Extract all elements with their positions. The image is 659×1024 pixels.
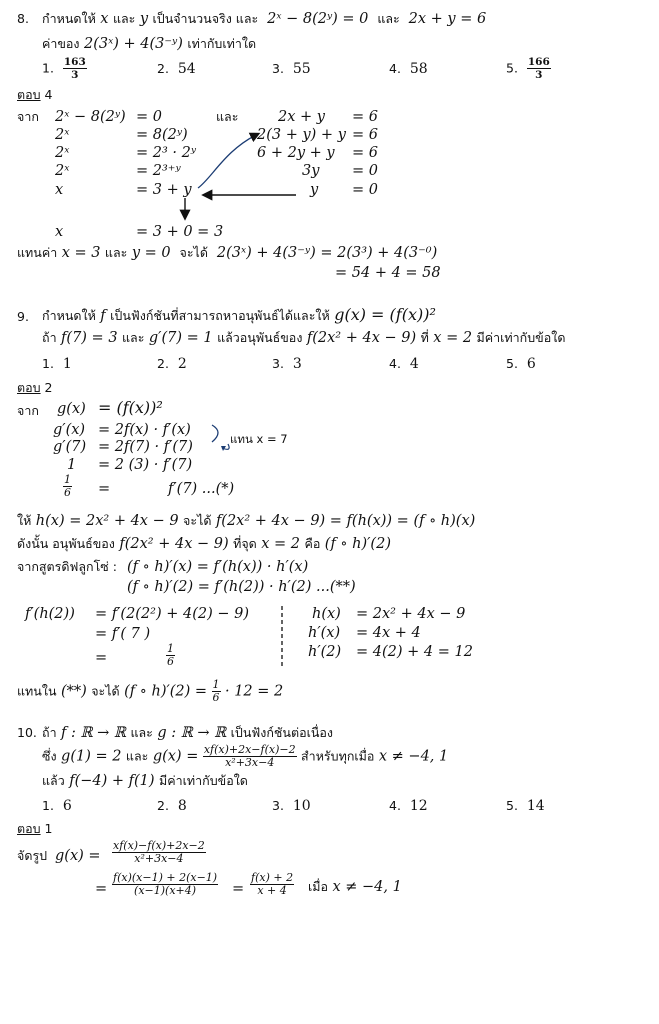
q9-calc-right-1a: h(x) [312, 606, 341, 622]
q9-row-4a: 1 [67, 457, 77, 473]
q10-rearrange-label: จัดรูป [17, 848, 48, 863]
q8-and-label: และ [216, 109, 239, 124]
q8-choice-2[interactable]: 2. 54 [157, 61, 196, 77]
q9-calc-left-2b: = f′( 7 ) [95, 626, 151, 642]
q8-right-row-5a: y [310, 182, 319, 198]
q10-choice-4[interactable]: 4. 12 [389, 798, 428, 814]
q8-right-row-5b: = 0 [352, 182, 378, 198]
q10-stem-line2: ซึ่ง g(1) = 2 และ g(x) = $\frac{xf(x)+2x-f(x)-2}{\text{x²+3x−4}}$ สำหรับทุกเมื่อ x ≠ −4, 1 [42, 743, 449, 769]
q9-substitute-note: แทน x = 7 [230, 432, 288, 446]
q10-rearrange-eq: = [95, 881, 108, 897]
q10-rearrange-cond: เมื่อ x ≠ −4, 1 [308, 879, 402, 895]
q9-choice-5[interactable]: 5. 6 [506, 356, 536, 372]
q8-right-row-4b: = 0 [352, 163, 378, 179]
q9-stem-line2: ถ้า f(7) = 3 และ g′(7) = 1 แล้วอนุพันธ์ของ f(2x² + 4x − 9) ที่ x = 2 มีค่าเท่ากับข้อใด [42, 330, 566, 346]
q9-calc-left-3-frac: $\frac{1}{6}$ [167, 642, 174, 668]
q8-left-row-3b: = 2³ · 2ʸ [136, 145, 197, 161]
q9-calc-right-2a: h′(x) [308, 625, 341, 641]
q9-choice-2[interactable]: 2. 2 [157, 356, 187, 372]
q8-choice-3[interactable]: 3. 55 [272, 61, 311, 77]
q9-let-line: ให้ h(x) = 2x² + 4x − 9 จะได้ f(2x² + 4x − 9) = f(h(x)) = (f ∘ h)(x) [17, 513, 476, 529]
q8-left-row-5b: = 3 + y [136, 182, 192, 198]
q8-number: 8. [17, 11, 29, 26]
q10-answer: ตอบ 1 [17, 821, 53, 836]
q8-right-row-1b: = 6 [352, 109, 378, 125]
q8-right-row-1a: 2x + y [278, 109, 325, 125]
q9-row-1a: g(x) [57, 401, 86, 417]
q8-left-row-4b: = 2³⁺ʸ [136, 163, 181, 179]
q9-choice-4[interactable]: 4. 4 [389, 356, 419, 372]
q8-right-row-4a: 3y [302, 163, 320, 179]
q9-calc-left-1a: f′(h(2)) [25, 606, 75, 622]
q10-choice-3[interactable]: 3. 10 [272, 798, 311, 814]
q8-stem-line1: กำหนดให้ x และ y เป็นจำนวนจริง และ 2ˣ − 8(2ʸ) = 0 และ 2x + y = 6 [42, 11, 487, 27]
q10-rearrange-g: g(x) = [55, 848, 101, 864]
q10-stem-line3: แล้ว f(−4) + f(1) มีค่าเท่ากับข้อใด [42, 773, 248, 789]
q9-row-4b: = 2 (3) · f′(7) [98, 457, 193, 473]
q10-rearrange-frac3: $\frac{f(x) + 2}{x + 4}$ [251, 871, 294, 897]
q8-substitute-line: แทนค่า x = 3 และ y = 0 จะได้ 2(3ˣ) + 4(3⁻ʸ) = 2(3³) + 4(3⁻⁰) [17, 245, 438, 261]
q8-left-row-1a: 2ˣ − 8(2ʸ) [55, 109, 126, 125]
q10-choice-1[interactable]: 1. 6 [42, 798, 72, 814]
q9-row-3a: g′(7) [53, 439, 87, 455]
q8-left-row-5a: x [55, 182, 64, 198]
q9-chain-2: (f ∘ h)′(2) = f′(h(2)) · h′(2) ...(**) [127, 579, 356, 595]
q8-choice-1[interactable]: 1. $\frac{163}{3}$ [42, 56, 86, 81]
q10-rearrange-frac1: $\frac{xf(x)-f(x)+2x-2}{\text{x²+3x−4}}$ [113, 839, 205, 865]
q9-number: 9. [17, 309, 29, 324]
q10-number: 10. [17, 725, 37, 740]
q9-stem-line1: กำหนดให้ f เป็นฟังก์ชันที่สามารถหาอนุพันธ์ได้และให้ g(x) = (f(x))² [42, 305, 436, 324]
q10-stem-line1: ถ้า f : ℝ → ℝ และ g : ℝ → ℝ เป็นฟังก์ชันต่อเนื่อง [42, 725, 334, 741]
q9-row-2b: = 2f(x) · f′(x) [98, 422, 191, 438]
q9-final-line: แทนใน (**) จะได้ (f ∘ h)′(2) = $\frac{1}{6}$ · 12 = 2 [17, 678, 284, 704]
q9-calc-right-1b: = 2x² + 4x − 9 [356, 606, 466, 622]
q8-right-row-3a: 6 + 2y + y [257, 145, 335, 161]
q9-chain-1: (f ∘ h)′(x) = f′(h(x)) · h′(x) [127, 559, 309, 575]
q9-row-2a: g′(x) [53, 422, 86, 438]
q9-calc-right-3a: h′(2) [308, 644, 342, 660]
q8-left-row-4a: 2ˣ [55, 163, 70, 179]
q9-row-5-eq: = [98, 481, 111, 497]
q9-chain-label: จากสูตรดิฟลูกโซ่ : [17, 559, 117, 574]
q9-calc-left-1b: = f′(2(2²) + 4(2) − 9) [95, 606, 250, 622]
q8-stem-line2: ค่าของ 2(3ˣ) + 4(3⁻ʸ) เท่ากับเท่าใด [42, 36, 257, 52]
q8-left-row-2a: 2ˣ [55, 127, 70, 143]
q8-right-row-2a: 2(3 + y) + y [257, 127, 346, 143]
q9-calc-left-3-eq: = [95, 650, 108, 666]
q9-choice-1[interactable]: 1. 1 [42, 356, 72, 372]
q8-x-final-a: x [55, 224, 64, 240]
q8-x-final-b: = 3 + 0 = 3 [136, 224, 224, 240]
q8-left-row-1b: = 0 [136, 109, 162, 125]
q9-calc-right-2b: = 4x + 4 [356, 625, 421, 641]
q9-row-3b: = 2f(7) · f′(7) [98, 439, 193, 455]
q9-from-label: จาก [17, 403, 39, 418]
q10-choice-5[interactable]: 5. 14 [506, 798, 545, 814]
q8-left-row-2b: = 8(2ʸ) [136, 127, 188, 143]
q9-answer: ตอบ 2 [17, 380, 53, 395]
q9-calc-right-3b: = 4(2) + 4 = 12 [356, 644, 473, 660]
q8-answer: ตอบ 4 [17, 87, 53, 102]
q9-row-1b: = (f(x))² [98, 398, 163, 417]
q9-row-5-rhs: f′(7) ...(*) [168, 481, 235, 497]
q10-choice-2[interactable]: 2. 8 [157, 798, 187, 814]
q8-from-label: จาก [17, 109, 39, 124]
q8-result-line: = 54 + 4 = 58 [335, 265, 441, 281]
q9-so-line: ดังนั้น อนุพันธ์ของ f(2x² + 4x − 9) ที่จุด x = 2 คือ (f ∘ h)′(2) [17, 536, 391, 552]
q8-left-row-3a: 2ˣ [55, 145, 70, 161]
q8-right-row-2b: = 6 [352, 127, 378, 143]
q8-right-row-3b: = 6 [352, 145, 378, 161]
q10-rearrange-frac2: $\frac{f(x)(x-1) + 2(x-1)}{(x-1)(x+4)}$ [113, 871, 218, 897]
q10-rearrange-eq2: = [232, 881, 245, 897]
q9-choice-3[interactable]: 3. 3 [272, 356, 302, 372]
q9-row-5: $\frac{1}{6}$ [64, 473, 71, 499]
q8-choice-5[interactable]: 5. $\frac{166}{3}$ [506, 56, 550, 81]
q8-choice-4[interactable]: 4. 58 [389, 61, 428, 77]
